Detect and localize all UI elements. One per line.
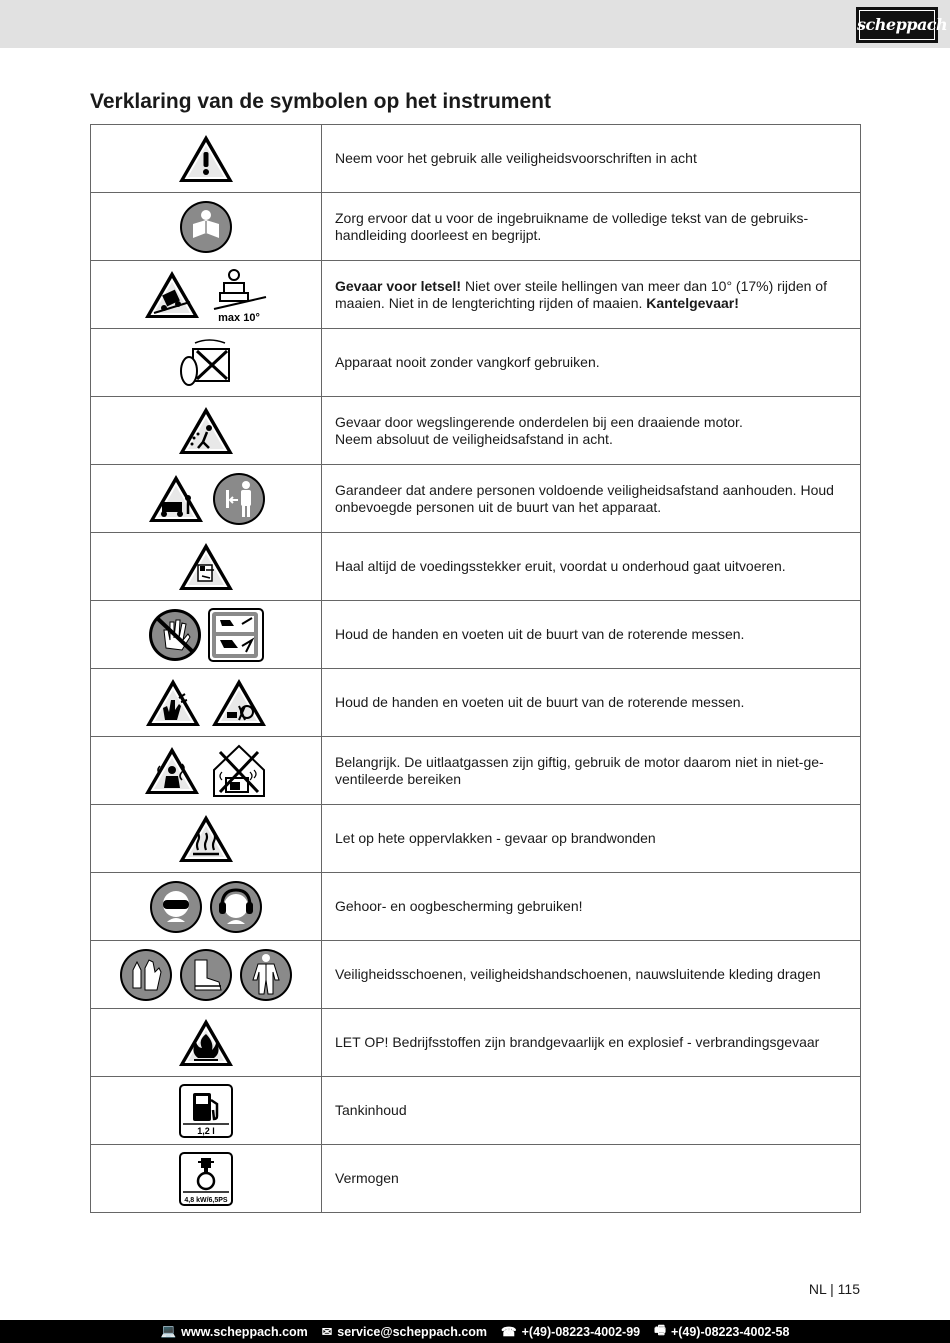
fax-icon: 🖷 (654, 1323, 666, 1337)
bold-text: Kantelgevaar! (646, 294, 739, 311)
symbol-row (91, 941, 861, 1009)
symbol-row (91, 329, 861, 397)
eye-protection-icon (149, 880, 203, 934)
unplug-before-maintenance-icon (176, 540, 236, 594)
symbol-cell (91, 1077, 322, 1145)
no-indoor-use-icon (208, 742, 270, 800)
warning-exclamation-icon (176, 132, 236, 186)
symbol-cell (91, 125, 322, 193)
description-cell (322, 193, 861, 261)
foot-cut-warning-icon (209, 676, 269, 730)
symbol-row (91, 125, 861, 193)
description-cell (322, 941, 861, 1009)
description-text: Garandeer dat andere personen voldoende veiligheidsafstand aanhouden. Houd onbevoegde personen uit de buurt van het apparaat. (335, 481, 834, 515)
description-text: Gevaar door wegslingerende onderdelen bij een draaiende motor. Neem absoluut de veiligheidsafstand in acht. (335, 413, 743, 447)
footer-web[interactable]: 💻 www.scheppach.com (160, 1324, 308, 1339)
description-text: Tankinhoud (335, 1102, 407, 1118)
brand-logo: scheppach (856, 7, 938, 43)
footer-phone: ☎ +(49)-08223-4002-99 (501, 1324, 641, 1339)
symbol-cell (91, 941, 322, 1009)
symbol-cell (91, 193, 322, 261)
description-cell (322, 533, 861, 601)
description-cell (322, 125, 861, 193)
mail-icon: ✉ (321, 1325, 333, 1339)
description-text: Let op hete oppervlakken - gevaar op brandwonden (335, 830, 656, 846)
hand-cut-warning-icon (143, 676, 203, 730)
symbol-row (91, 1077, 861, 1145)
symbol-row (91, 261, 861, 329)
description-cell (322, 1009, 861, 1077)
engine-power-icon (179, 1152, 233, 1206)
symbol-row (91, 397, 861, 465)
description-cell (322, 465, 861, 533)
symbol-row (91, 465, 861, 533)
max-slope-icon (208, 267, 270, 323)
symbol-row (91, 1145, 861, 1213)
description-text: Houd de handen en voeten uit de buurt van de roterende messen. (335, 626, 745, 642)
description-text: Apparaat nooit zonder vangkorf gebruiken. (335, 354, 600, 370)
svg-text:4,8 kW/6,5PS: 4,8 kW/6,5PS (184, 1196, 228, 1204)
description-text: Haal altijd de voedingsstekker eruit, voordat u onderhoud gaat uitvoeren. (335, 558, 786, 574)
symbol-row (91, 601, 861, 669)
description-text: Vermogen (335, 1170, 399, 1186)
protective-clothing-icon (239, 948, 293, 1002)
symbol-cell (91, 261, 322, 329)
symbol-cell (91, 873, 322, 941)
safety-boots-icon (179, 948, 233, 1002)
description-cell (322, 1145, 861, 1213)
description-cell (322, 669, 861, 737)
fuel-tank-icon (179, 1084, 233, 1138)
symbol-cell (91, 397, 322, 465)
description-cell (322, 737, 861, 805)
description-text: Niet over steile hellingen van meer dan 10° (17%) rijden of maaien. Niet in de lengterichting rijden of maaien. (335, 277, 827, 311)
no-without-grass-catcher-icon (175, 335, 237, 391)
page-title: Verklaring van de symbolen op het instrument (90, 90, 551, 113)
hot-surface-warning-icon (176, 812, 236, 866)
svg-text:1,2 l: 1,2 l (197, 1125, 215, 1136)
symbol-cell (91, 465, 322, 533)
description-cell (322, 397, 861, 465)
footer-fax: 🖷 +(49)-08223-4002-58 (654, 1321, 789, 1342)
symbol-row (91, 669, 861, 737)
symbol-row (91, 193, 861, 261)
description-cell (322, 1077, 861, 1145)
symbol-cell (91, 737, 322, 805)
description-cell (322, 805, 861, 873)
symbol-cell (91, 601, 322, 669)
footer-email[interactable]: ✉ service@scheppach.com (321, 1324, 488, 1339)
description-text: LET OP! Bedrijfsstoffen zijn brandgevaarlijk en explosief - verbrandingsgevaar (335, 1034, 820, 1050)
footer (0, 1320, 950, 1343)
no-hands-icon (148, 608, 202, 662)
keep-distance-icon (212, 472, 266, 526)
bystander-warning-icon (146, 472, 206, 526)
description-cell (322, 873, 861, 941)
description-text: Neem voor het gebruik alle veiligheidsvoorschriften in acht (335, 150, 697, 166)
symbol-cell (91, 329, 322, 397)
description-text: Veiligheidsschoenen, veiligheidshandschoenen, nauwsluitende kleding dragen (335, 966, 821, 982)
symbol-row (91, 533, 861, 601)
symbol-cell (91, 805, 322, 873)
description-text: Belangrijk. De uitlaatgassen zijn giftig, gebruik de motor daarom niet in niet-ge-ventileerde bereiken (335, 753, 824, 787)
computer-icon: 💻 (160, 1324, 177, 1338)
symbol-cell (91, 669, 322, 737)
description-cell (322, 601, 861, 669)
toxic-fumes-warning-icon (142, 744, 202, 798)
flying-debris-warning-icon (176, 404, 236, 458)
description-cell (322, 261, 861, 329)
description-text: Houd de handen en voeten uit de buurt van de roterende messen. (335, 694, 745, 710)
description-text: Gehoor- en oogbescherming gebruiken! (335, 898, 583, 914)
bold-text: Gevaar voor letsel! (335, 277, 462, 294)
symbol-cell (91, 1009, 322, 1077)
description-text: Zorg ervoor dat u voor de ingebruikname de volledige tekst van de gebruiks-handleiding doorleest en begrijpt. (335, 209, 809, 243)
flammable-warning-icon (176, 1016, 236, 1070)
symbol-row (91, 805, 861, 873)
symbol-cell (91, 1145, 322, 1213)
read-manual-icon (179, 200, 233, 254)
page-number: NL | 115 (808, 1281, 860, 1297)
svg-text:max 10°: max 10° (218, 311, 260, 323)
symbol-row (91, 873, 861, 941)
phone-icon: ☎ (501, 1325, 517, 1339)
description-cell (322, 329, 861, 397)
symbol-row (91, 737, 861, 805)
tipping-warning-icon (142, 268, 202, 322)
ear-protection-icon (209, 880, 263, 934)
symbol-cell (91, 533, 322, 601)
symbol-row (91, 1009, 861, 1077)
top-bar (0, 0, 950, 48)
symbol-table (90, 124, 861, 1213)
blade-hand-icon (208, 608, 264, 662)
gloves-icon (119, 948, 173, 1002)
